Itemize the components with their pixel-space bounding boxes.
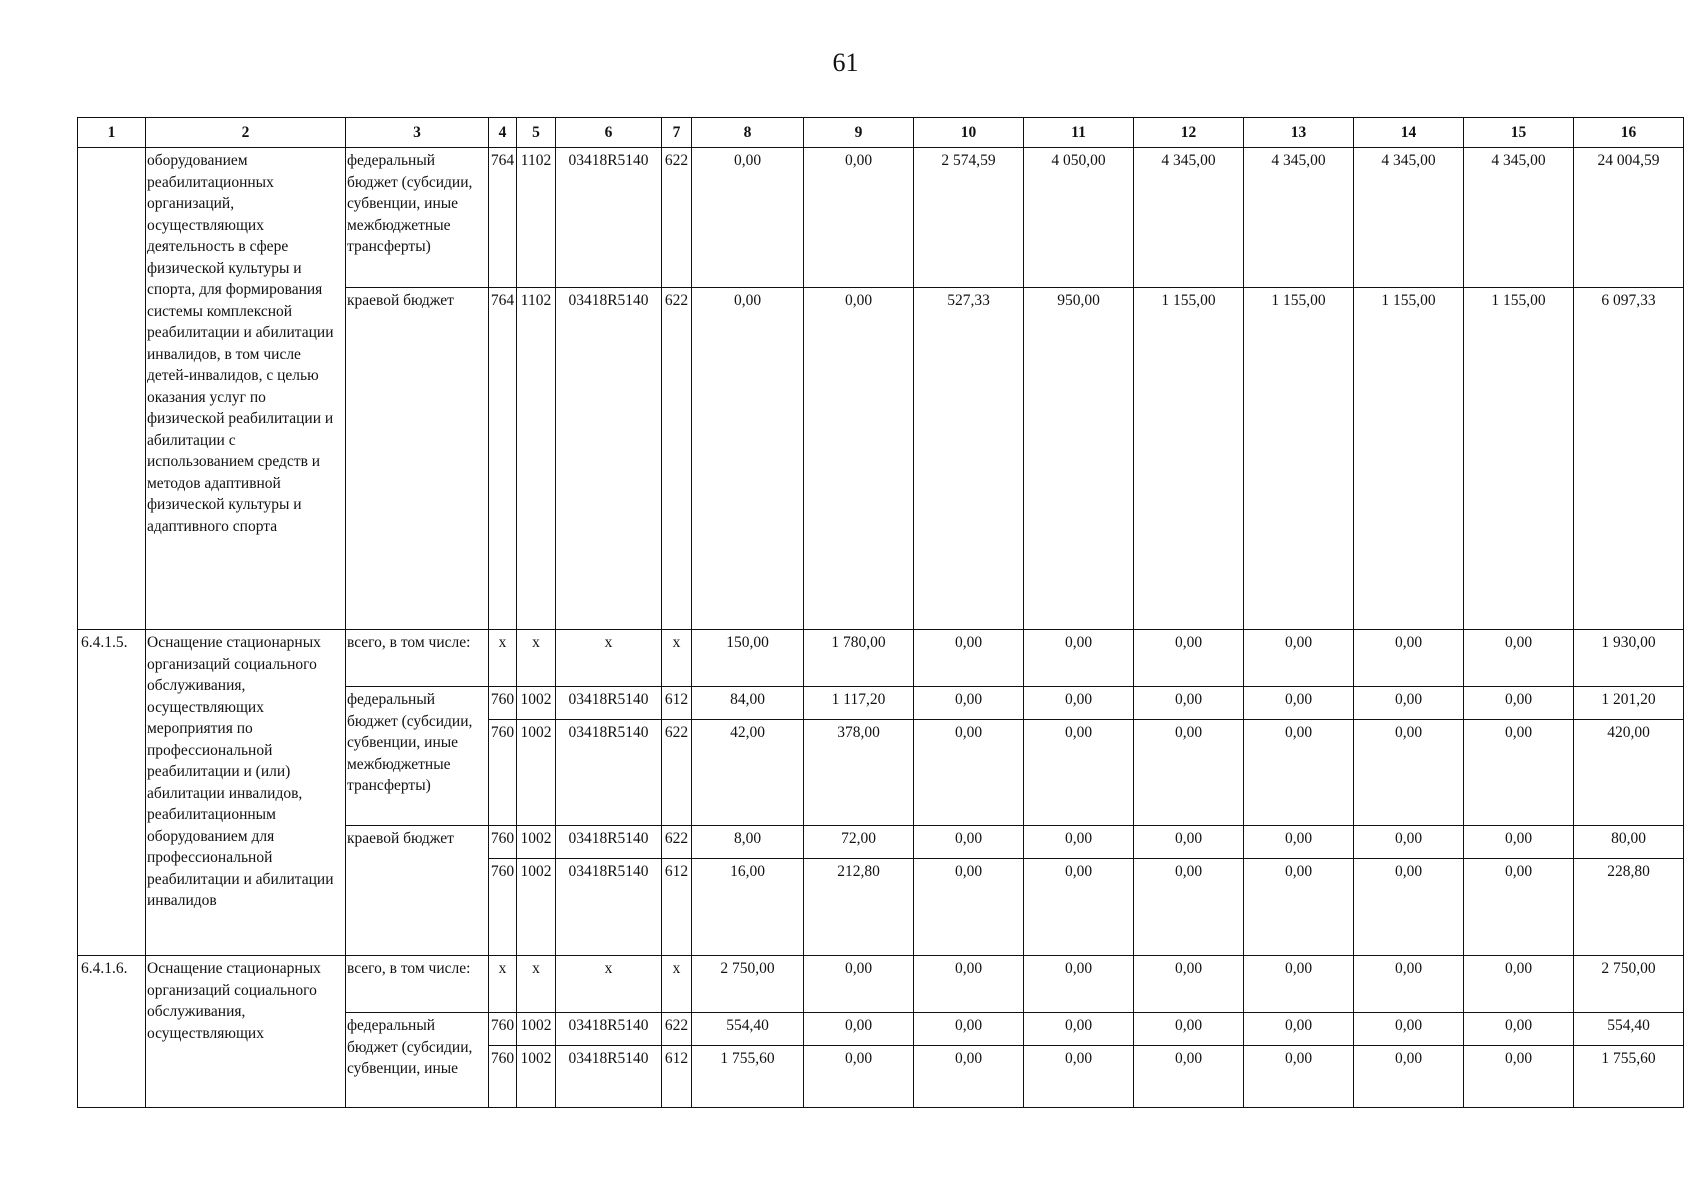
value-cell: 0,00 xyxy=(1024,687,1134,720)
code-cell: 612 xyxy=(662,1046,692,1108)
funding-source-cell: краевой бюджет xyxy=(346,826,489,956)
value-cell: 0,00 xyxy=(1464,826,1574,859)
code-cell: 764 xyxy=(489,288,517,630)
code-cell: 622 xyxy=(662,148,692,288)
table-header xyxy=(78,118,1684,148)
code-cell: 1002 xyxy=(517,826,556,859)
value-cell: 0,00 xyxy=(804,1046,914,1108)
value-cell: 527,33 xyxy=(914,288,1024,630)
funding-source-cell: краевой бюджет xyxy=(346,288,489,630)
code-cell: 760 xyxy=(489,1013,517,1046)
value-cell: 0,00 xyxy=(1354,859,1464,956)
value-cell: 0,00 xyxy=(1354,687,1464,720)
value-cell: 0,00 xyxy=(804,956,914,1013)
code-cell: 760 xyxy=(489,826,517,859)
value-cell: 0,00 xyxy=(1244,826,1354,859)
budget-table xyxy=(77,117,1684,1108)
value-cell: 0,00 xyxy=(1464,859,1574,956)
measure-name-cell: Оснащение стационарных организаций социального обслуживания, осуществляющих мероприятия по профессиональной реабилитации и (или) абилитации инвалидов, реабилитационным оборудованием для профессиональной реабилитации и абилитации инвалидов xyxy=(146,630,346,956)
code-cell: 622 xyxy=(662,1013,692,1046)
value-cell: 1 930,00 xyxy=(1574,630,1684,687)
code-cell: x xyxy=(556,630,662,687)
value-cell: 4 345,00 xyxy=(1134,148,1244,288)
code-cell: 03418R5140 xyxy=(556,859,662,956)
code-cell: 03418R5140 xyxy=(556,1013,662,1046)
value-cell: 4 345,00 xyxy=(1464,148,1574,288)
value-cell: 6 097,33 xyxy=(1574,288,1684,630)
code-cell: 03418R5140 xyxy=(556,148,662,288)
value-cell: 0,00 xyxy=(1024,956,1134,1013)
header-cell: 16 xyxy=(1574,118,1684,148)
value-cell: 2 574,59 xyxy=(914,148,1024,288)
value-cell: 1 117,20 xyxy=(804,687,914,720)
funding-source-cell: федеральный бюджет (субсидии, субвенции, иные межбюджетные трансферты) xyxy=(346,148,489,288)
value-cell: 0,00 xyxy=(1354,630,1464,687)
header-cell: 4 xyxy=(489,118,517,148)
value-cell: 0,00 xyxy=(914,1013,1024,1046)
code-cell: 03418R5140 xyxy=(556,1046,662,1108)
code-cell: 764 xyxy=(489,148,517,288)
value-cell: 554,40 xyxy=(1574,1013,1684,1046)
value-cell: 1 155,00 xyxy=(1244,288,1354,630)
value-cell: 0,00 xyxy=(804,1013,914,1046)
value-cell: 4 345,00 xyxy=(1244,148,1354,288)
value-cell: 950,00 xyxy=(1024,288,1134,630)
value-cell: 0,00 xyxy=(914,826,1024,859)
value-cell: 1 201,20 xyxy=(1574,687,1684,720)
value-cell: 16,00 xyxy=(692,859,804,956)
code-cell: 03418R5140 xyxy=(556,720,662,826)
header-cell: 13 xyxy=(1244,118,1354,148)
code-cell: x xyxy=(489,956,517,1013)
value-cell: 0,00 xyxy=(1134,1013,1244,1046)
value-cell: 420,00 xyxy=(1574,720,1684,826)
value-cell: 0,00 xyxy=(1244,1013,1354,1046)
value-cell: 0,00 xyxy=(1464,956,1574,1013)
value-cell: 0,00 xyxy=(1134,826,1244,859)
value-cell: 0,00 xyxy=(1134,630,1244,687)
value-cell: 0,00 xyxy=(1244,687,1354,720)
value-cell: 0,00 xyxy=(1354,720,1464,826)
value-cell: 212,80 xyxy=(804,859,914,956)
row-id-cell: 6.4.1.5. xyxy=(78,630,146,956)
value-cell: 0,00 xyxy=(692,288,804,630)
code-cell: 1002 xyxy=(517,720,556,826)
value-cell: 2 750,00 xyxy=(692,956,804,1013)
code-cell: x xyxy=(517,956,556,1013)
value-cell: 0,00 xyxy=(914,956,1024,1013)
header-cell: 5 xyxy=(517,118,556,148)
measure-name-cell: Оснащение стационарных организаций социального обслуживания, осуществляющих xyxy=(146,956,346,1108)
value-cell: 0,00 xyxy=(1244,956,1354,1013)
value-cell: 378,00 xyxy=(804,720,914,826)
value-cell: 0,00 xyxy=(914,630,1024,687)
value-cell: 0,00 xyxy=(1134,1046,1244,1108)
code-cell: x xyxy=(662,630,692,687)
value-cell: 80,00 xyxy=(1574,826,1684,859)
value-cell: 0,00 xyxy=(1024,630,1134,687)
funding-source-cell: всего, в том числе: xyxy=(346,630,489,687)
value-cell: 0,00 xyxy=(1464,630,1574,687)
value-cell: 1 155,00 xyxy=(1464,288,1574,630)
code-cell: 1002 xyxy=(517,1013,556,1046)
value-cell: 0,00 xyxy=(1024,859,1134,956)
value-cell: 1 755,60 xyxy=(692,1046,804,1108)
code-cell: 1102 xyxy=(517,288,556,630)
header-cell: 10 xyxy=(914,118,1024,148)
header-cell: 1 xyxy=(78,118,146,148)
code-cell: 622 xyxy=(662,720,692,826)
code-cell: x xyxy=(556,956,662,1013)
value-cell: 0,00 xyxy=(1464,1013,1574,1046)
code-cell: 622 xyxy=(662,288,692,630)
code-cell: 760 xyxy=(489,859,517,956)
value-cell: 0,00 xyxy=(1134,956,1244,1013)
header-cell: 12 xyxy=(1134,118,1244,148)
code-cell: 1002 xyxy=(517,1046,556,1108)
header-cell: 3 xyxy=(346,118,489,148)
value-cell: 1 755,60 xyxy=(1574,1046,1684,1108)
row-id-cell: 6.4.1.6. xyxy=(78,956,146,1108)
value-cell: 0,00 xyxy=(914,687,1024,720)
value-cell: 150,00 xyxy=(692,630,804,687)
value-cell: 0,00 xyxy=(914,720,1024,826)
value-cell: 0,00 xyxy=(1354,1013,1464,1046)
code-cell: 03418R5140 xyxy=(556,826,662,859)
code-cell: 612 xyxy=(662,859,692,956)
value-cell: 0,00 xyxy=(804,288,914,630)
code-cell: 1102 xyxy=(517,148,556,288)
funding-source-cell: федеральный бюджет (субсидии, субвенции, иные xyxy=(346,1013,489,1108)
code-cell: x xyxy=(662,956,692,1013)
value-cell: 0,00 xyxy=(1464,720,1574,826)
header-cell: 7 xyxy=(662,118,692,148)
value-cell: 24 004,59 xyxy=(1574,148,1684,288)
value-cell: 0,00 xyxy=(1024,1046,1134,1108)
value-cell: 0,00 xyxy=(1244,720,1354,826)
value-cell: 0,00 xyxy=(1244,1046,1354,1108)
value-cell: 0,00 xyxy=(1354,956,1464,1013)
table-row xyxy=(78,956,1684,1013)
value-cell: 0,00 xyxy=(1024,1013,1134,1046)
value-cell: 4 050,00 xyxy=(1024,148,1134,288)
table-row xyxy=(78,630,1684,687)
code-cell: 1002 xyxy=(517,687,556,720)
value-cell: 0,00 xyxy=(1244,630,1354,687)
table-row xyxy=(78,148,1684,288)
value-cell: 228,80 xyxy=(1574,859,1684,956)
value-cell: 8,00 xyxy=(692,826,804,859)
code-cell: 760 xyxy=(489,1046,517,1108)
value-cell: 0,00 xyxy=(914,1046,1024,1108)
value-cell: 84,00 xyxy=(692,687,804,720)
value-cell: 0,00 xyxy=(1134,687,1244,720)
value-cell: 0,00 xyxy=(1244,859,1354,956)
code-cell: 760 xyxy=(489,720,517,826)
code-cell: x xyxy=(489,630,517,687)
value-cell: 0,00 xyxy=(1024,826,1134,859)
value-cell: 0,00 xyxy=(1354,1046,1464,1108)
code-cell: 1002 xyxy=(517,859,556,956)
value-cell: 4 345,00 xyxy=(1354,148,1464,288)
header-cell: 6 xyxy=(556,118,662,148)
value-cell: 1 155,00 xyxy=(1134,288,1244,630)
code-cell: 03418R5140 xyxy=(556,288,662,630)
header-cell: 14 xyxy=(1354,118,1464,148)
value-cell: 0,00 xyxy=(1134,859,1244,956)
value-cell: 0,00 xyxy=(1354,826,1464,859)
value-cell: 0,00 xyxy=(1024,720,1134,826)
value-cell: 0,00 xyxy=(692,148,804,288)
code-cell: 03418R5140 xyxy=(556,687,662,720)
header-row xyxy=(78,118,1684,148)
code-cell: 622 xyxy=(662,826,692,859)
value-cell: 554,40 xyxy=(692,1013,804,1046)
code-cell: 612 xyxy=(662,687,692,720)
code-cell: 760 xyxy=(489,687,517,720)
funding-source-cell: федеральный бюджет (субсидии, субвенции, иные межбюджетные трансферты) xyxy=(346,687,489,826)
value-cell: 0,00 xyxy=(1464,687,1574,720)
value-cell: 42,00 xyxy=(692,720,804,826)
value-cell: 72,00 xyxy=(804,826,914,859)
value-cell: 0,00 xyxy=(1464,1046,1574,1108)
header-cell: 2 xyxy=(146,118,346,148)
page-number: 61 xyxy=(832,48,859,77)
header-cell: 11 xyxy=(1024,118,1134,148)
value-cell: 2 750,00 xyxy=(1574,956,1684,1013)
value-cell: 0,00 xyxy=(914,859,1024,956)
value-cell: 0,00 xyxy=(804,148,914,288)
value-cell: 1 780,00 xyxy=(804,630,914,687)
header-cell: 15 xyxy=(1464,118,1574,148)
header-cell: 9 xyxy=(804,118,914,148)
value-cell: 1 155,00 xyxy=(1354,288,1464,630)
value-cell: 0,00 xyxy=(1134,720,1244,826)
code-cell: x xyxy=(517,630,556,687)
funding-source-cell: всего, в том числе: xyxy=(346,956,489,1013)
row-id-cell xyxy=(78,148,146,630)
header-cell: 8 xyxy=(692,118,804,148)
measure-name-cell: оборудованием реабилитационных организаций, осуществляющих деятельность в сфере физической культуры и спорта, для формирования системы комплексной реабилитации и абилитации инвалидов, в том числе детей-инвалидов, с целью оказания услуг по физической реабилитации и абилитации с использованием средств и методов адаптивной физической культуры и адаптивного спорта xyxy=(146,148,346,630)
